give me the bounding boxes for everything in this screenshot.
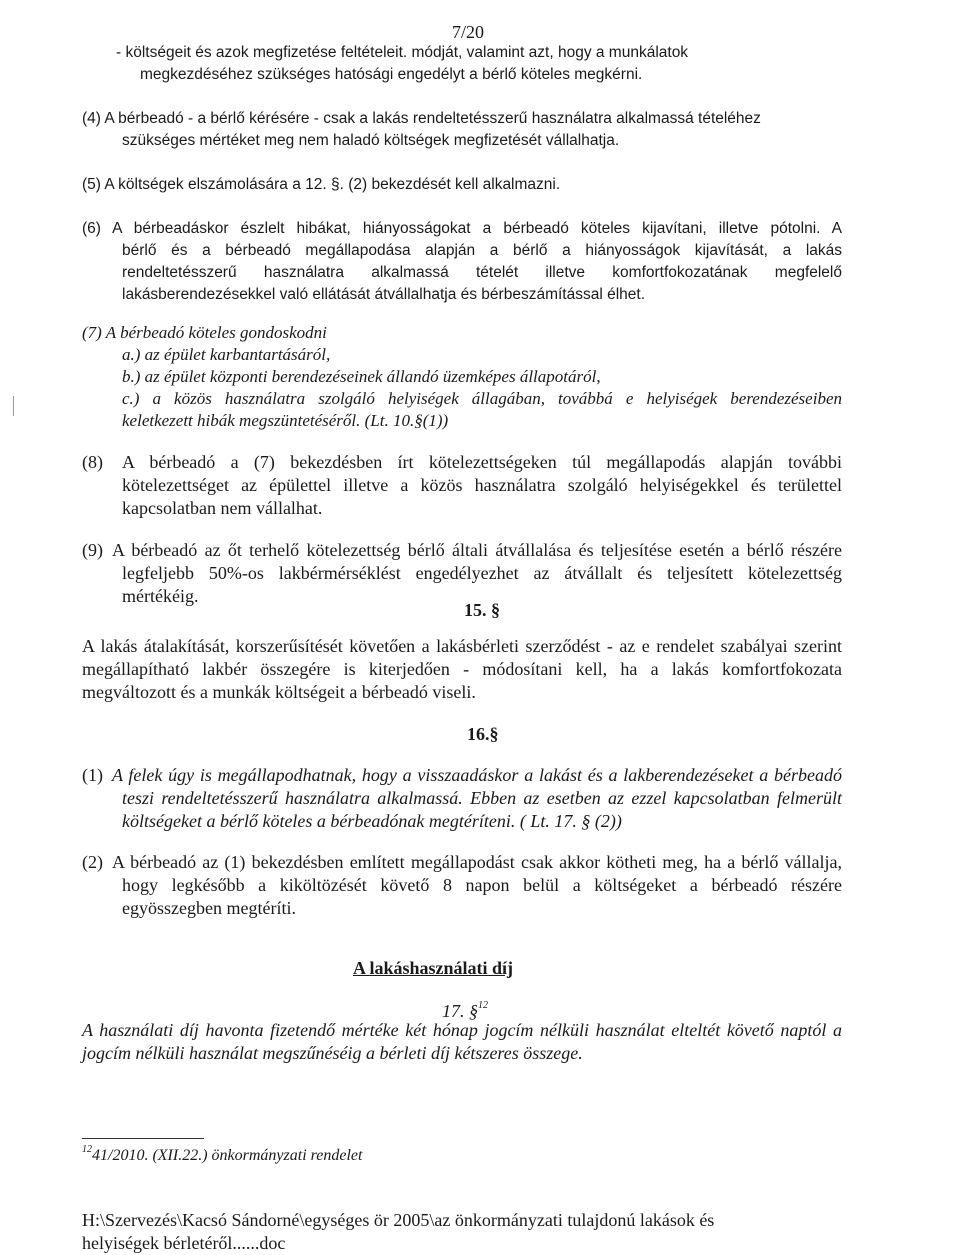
paragraph-9-line-3: mértékéig. xyxy=(122,586,199,606)
page-number: 7/20 xyxy=(452,22,485,42)
footnote-text: 41/2010. (XII.22.) önkormányzati rendelet xyxy=(92,1147,363,1164)
section-16-p2-number: (2) xyxy=(82,852,103,872)
scan-mark xyxy=(13,396,14,416)
paragraph-7-item-a: a.) az épület karbantartásáról, xyxy=(122,345,331,364)
section-15-heading: 15. § xyxy=(464,600,500,620)
paragraph-8-line-1: A bérbeadó a (7) bekezdésben írt kötelezettségeken túl megállapodás alapján további xyxy=(122,452,842,472)
footnote xyxy=(82,1143,363,1166)
paragraph-7-item-c-line-2: keletkezett hibák megszüntetéséről. (Lt. 10.§(1)) xyxy=(122,411,449,430)
intro-line-2: megkezdéséhez szükséges hatósági engedélyt a bérlő köteles megkérni. xyxy=(140,66,643,83)
paragraph-4-line-1: (4) A bérbeadó - a bérlő kérésére - csak a lakás rendeltetésszerű használatra alkalmassá tételéhez xyxy=(82,110,761,127)
file-path-line-2: helyiségek bérletéről......doc xyxy=(82,1233,286,1253)
section-title: A lakáshasználati díj xyxy=(353,958,514,978)
section-16-p2-line-1: A bérbeadó az (1) bekezdésben említett megállapodást csak akkor kötheti meg, ha a bérlő vállalja, xyxy=(112,852,842,872)
section-17-heading xyxy=(442,1001,488,1021)
section-15-line-2: megállapítható lakbér összegére is kiterjedően - módosítani kell, ha a lakás komfortfokozata xyxy=(82,659,842,679)
paragraph-9-line-2: legfeljebb 50%-os lakbérmérséklést engedélyezhet az átvállalt és teljesített kötelezettség xyxy=(122,563,842,583)
section-16-p1-line-3: költségeket a bérlő köteles a bérbeadónak megtéríteni. ( Lt. 17. § (2)) xyxy=(122,811,622,831)
file-path-line-1: H:\Szervezés\Kacsó Sándorné\egységes ör 2005\az önkormányzati tulajdonú lakások és xyxy=(82,1210,715,1230)
section-17-line-2: jogcím nélküli használat megszűnéséig a bérleti díj kétszeres összege. xyxy=(82,1043,583,1063)
paragraph-6-line-4: lakásberendezésekkel való ellátását átvállalhatja és bérbeszámítással élhet. xyxy=(122,286,645,303)
paragraph-7-heading: (7) A bérbeadó köteles gondoskodni xyxy=(82,323,327,342)
section-16-p1-line-2: teszi rendeltetésszerű használatra alkalmassá. Ebben az esetben az ezzel kapcsolatban felmerült xyxy=(122,788,842,808)
paragraph-8-line-3: kapcsolatban nem vállalhat. xyxy=(122,498,323,518)
section-17-line-1: A használati díj havonta fizetendő mértéke két hónap jogcím nélküli használat elteltét követő naptól a xyxy=(82,1020,842,1040)
paragraph-6-line-3: rendeltetésszerű használatra alkalmassá tételét illetve komfortfokozatának megfelelő xyxy=(122,264,842,281)
paragraph-9-line-1: A bérbeadó az őt terhelő kötelezettség bérlő általi átvállalása és teljesítése esetén a bérlő részére xyxy=(112,540,842,560)
section-16-p2-line-2: hogy legkésőbb a kiköltözését követő 8 napon belül a költségeket a bérbeadó részére xyxy=(122,875,842,895)
intro-line-1: - költségeit és azok megfizetése feltételeit. módját, valamint azt, hogy a munkálatok xyxy=(116,44,689,61)
paragraph-8-number: (8) xyxy=(82,452,103,472)
paragraph-6-line-2: bérlő és a bérbeadó megállapodása alapján a bérlő a hiányosságok kijavítását, a lakás xyxy=(122,242,842,259)
footnote-rule xyxy=(82,1138,204,1139)
paragraph-7-item-b: b.) az épület központi berendezéseinek állandó üzemképes állapotáról, xyxy=(122,367,601,386)
section-16-p1-number: (1) xyxy=(82,765,103,785)
paragraph-8-line-2: kötelezettséget az épülettel illetve a közös használatra szolgáló helyiségekkel és területtel xyxy=(122,475,842,495)
section-15-line-3: megváltozott és a munkák költségeit a bérbeadó viseli. xyxy=(82,682,476,702)
paragraph-7-item-c-line-1: c.) a közös használatra szolgáló helyiségek állagában, továbbá e helyiségek berendezéseiben xyxy=(122,389,842,408)
footnote-mark: 12 xyxy=(82,1143,92,1155)
paragraph-6-line-1: (6) A bérbeadáskor észlelt hibákat, hiányosságokat a bérbeadó köteles kijavítani, illetve pótolni. A xyxy=(82,220,842,237)
section-15-line-1: A lakás átalakítását, korszerűsítését követően a lakásbérleti szerződést - az e rendelet szabályai szerint xyxy=(82,636,842,656)
section-16-p1-line-1: A felek úgy is megállapodhatnak, hogy a visszaadáskor a lakást és a lakberendezéseket a bérbeadó xyxy=(112,765,842,785)
paragraph-4-line-2: szükséges mértéket meg nem haladó költségek megfizetését vállalhatja. xyxy=(122,132,620,149)
section-16-heading: 16.§ xyxy=(467,724,499,744)
footnote-reference: 12 xyxy=(478,1000,488,1011)
section-17-heading-text: 17. § xyxy=(442,1001,478,1021)
section-16-p2-line-3: egyösszegben megtéríti. xyxy=(122,898,296,918)
paragraph-5: (5) A költségek elszámolására a 12. §. (2) bekezdését kell alkalmazni. xyxy=(82,176,561,193)
paragraph-9-number: (9) xyxy=(82,540,103,560)
